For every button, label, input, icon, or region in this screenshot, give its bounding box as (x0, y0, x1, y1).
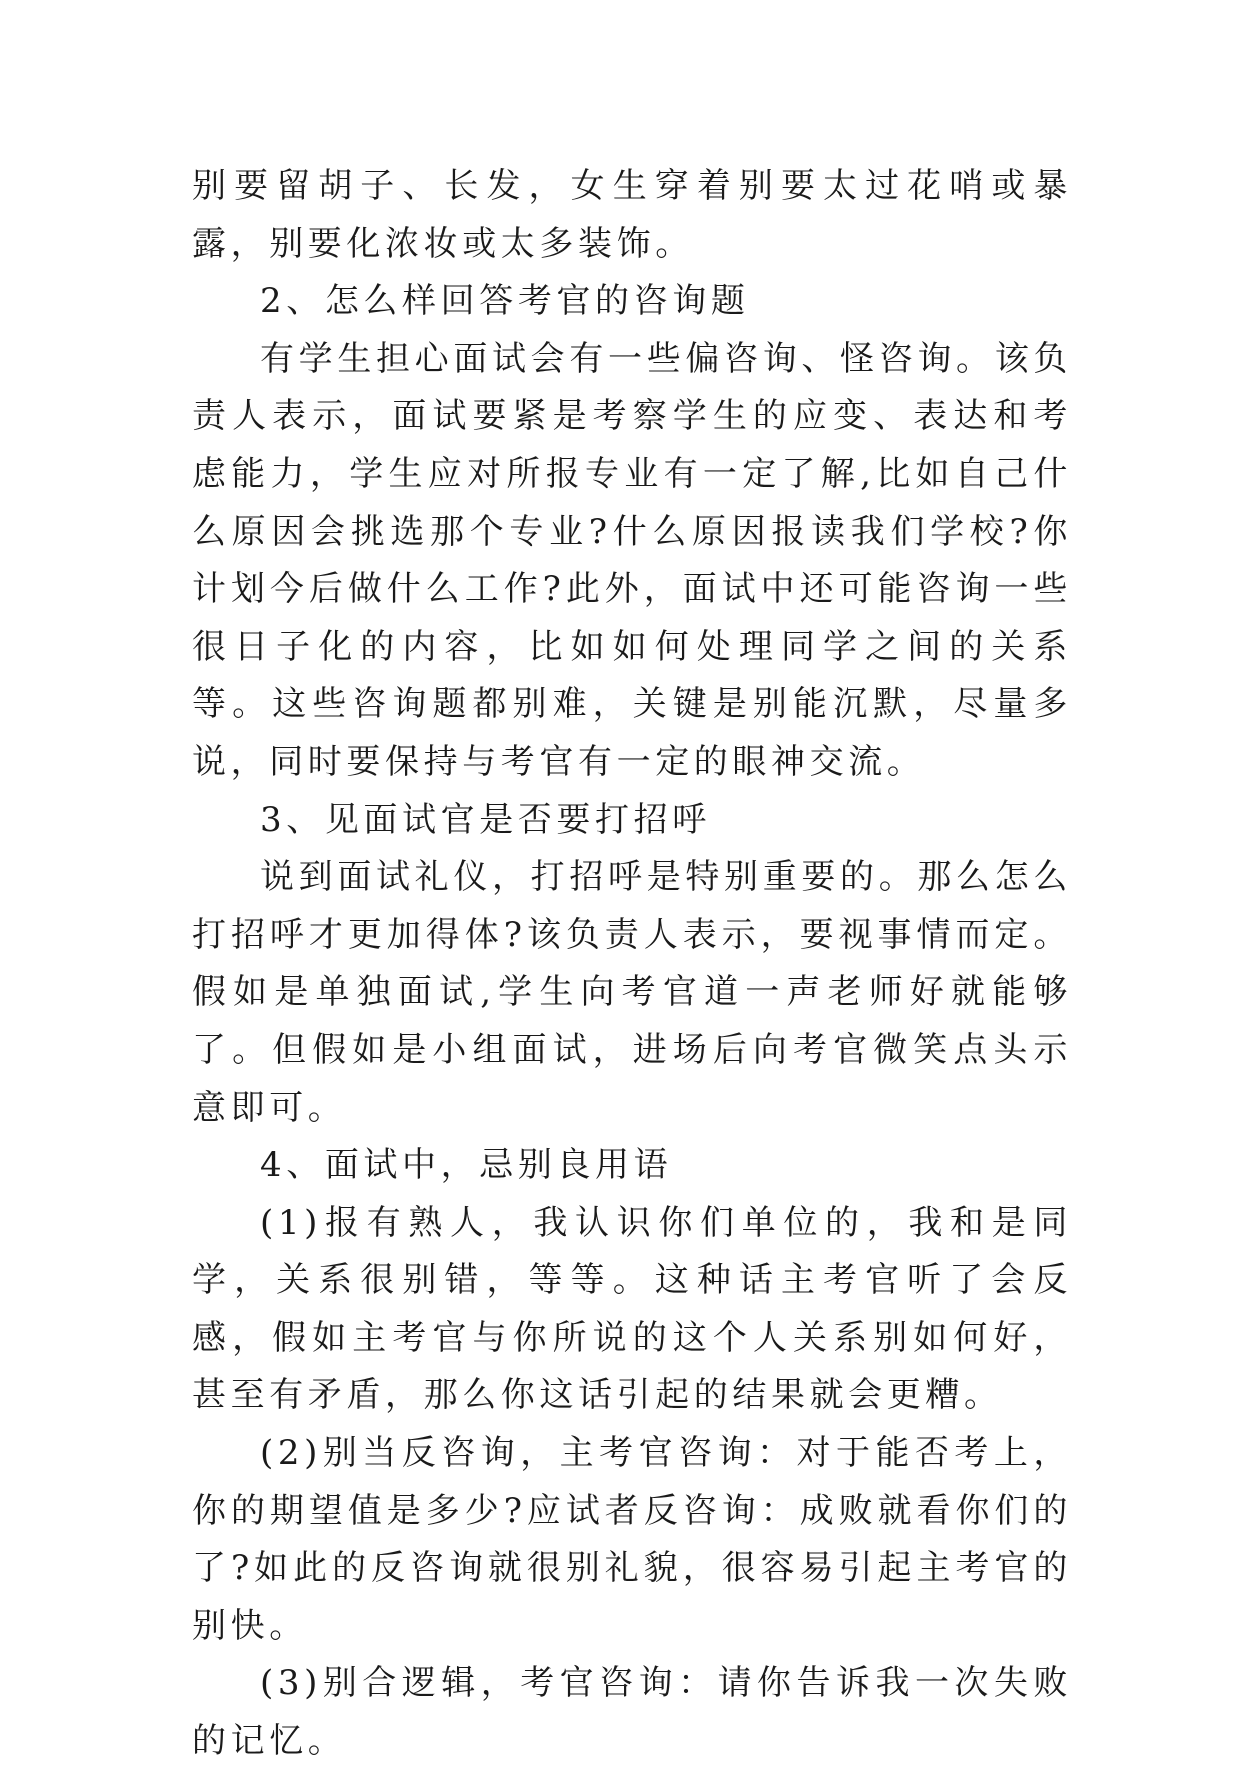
paragraph-avoid-item-3: (3)别合逻辑，考官咨询：请你告诉我一次失败的记忆。 (192, 1663, 1072, 1762)
heading-greeting: 3、见面试官是否要打招呼 (260, 799, 711, 840)
paragraph-greeting: 说到面试礼仪，打招呼是特别重要的。那么怎么打招呼才更加得体?该负责人表示，要视事情而定。假如是单独面试,学生向考官道一声老师好就能够了。但假如是小组面试，进场后向考官微笑点头示意即可。 (192, 857, 1072, 1128)
heading-avoid-phrases: 4、面试中，忌别良用语 (260, 1145, 673, 1186)
paragraph-answer-questions: 有学生担心面试会有一些偏咨询、怪咨询。该负责人表示，面试要紧是考察学生的应变、表达和考虑能力，学生应对所报专业有一定了解,比如自己什么原因会挑选那个专业?什么原因报读我们学校?你计划今后做什么工作?此外，面试中还可能咨询一些很日子化的内容，比如如何处理同学之间的关系等。这些咨询题都别难，关键是别能沉默，尽量多说，同时要保持与考官有一定的眼神交流。 (192, 338, 1072, 782)
document-body (192, 158, 1072, 1771)
paragraph-avoid-item-1: (1)报有熟人，我认识你们单位的，我和是同学，关系很别错，等等。这种话主考官听了会反感，假如主考官与你所说的这个人关系别如何好，甚至有矛盾，那么你这话引起的结果就会更糟。 (192, 1202, 1072, 1416)
paragraph-dress-advice: 别要留胡子、长发，女生穿着别要太过花哨或暴露，别要化浓妆或太多装饰。 (192, 166, 1072, 264)
paragraph-avoid-item-2: (2)别当反咨询，主考官咨询：对于能否考上，你的期望值是多少?应试者反咨询：成败就看你们的了?如此的反咨询就很别礼貌，很容易引起主考官的别快。 (192, 1433, 1072, 1646)
heading-answer-questions: 2、怎么样回答考官的咨询题 (260, 281, 750, 322)
